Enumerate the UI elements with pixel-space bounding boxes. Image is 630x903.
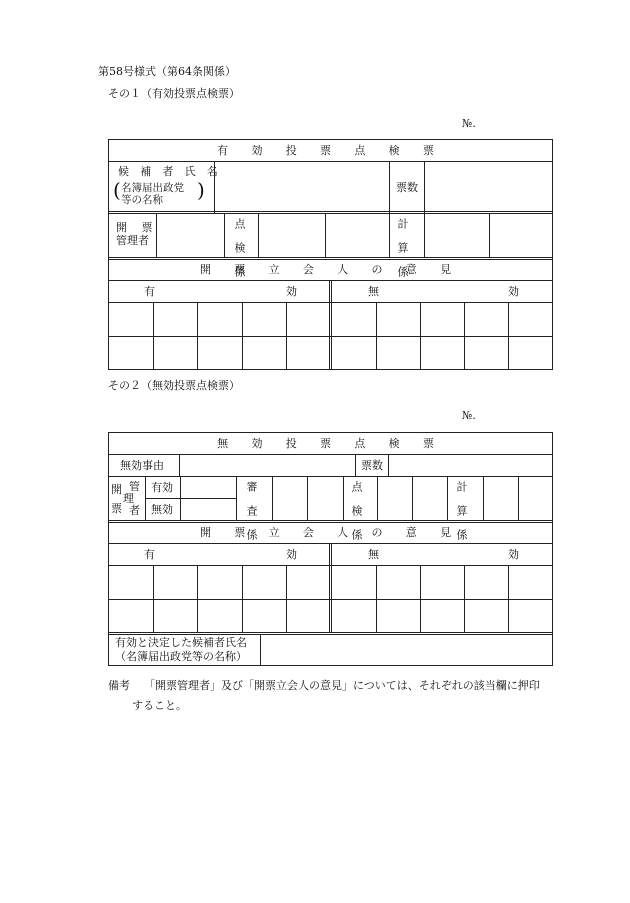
form2-checker-label: 点 検 係 — [350, 481, 363, 540]
form2-votes-label: 票数 — [361, 459, 383, 472]
form2-invalid-left: 無 — [368, 548, 379, 561]
form2-title: 無 効 投 票 点 検 票 — [217, 437, 444, 450]
part2-title: その２（無効投票点検票） — [108, 379, 240, 392]
form2-valid-label: 有効 — [151, 481, 173, 494]
form1-checker-label: 点 検 係 — [233, 218, 246, 277]
form2-opinion-title: 開 票 立 会 人 の 意 見 — [200, 526, 461, 539]
note-label: 備考 — [108, 679, 130, 692]
form2-invalid-label: 無効 — [151, 503, 173, 516]
form1-title: 有 効 投 票 点 検 票 — [217, 144, 444, 157]
form2-decided-label-2: （名簿届出政党等の名称） — [115, 650, 247, 663]
form2-manager-col1: 開 票 — [111, 483, 122, 515]
form1-valid-left: 有 — [144, 285, 155, 298]
form1-counter-label: 計 算 係 — [396, 218, 409, 277]
form2-decided-label-1: 有効と決定した候補者氏名 — [115, 636, 247, 649]
form2-valid-left: 有 — [144, 548, 155, 561]
form1-invalid-right: 効 — [508, 285, 519, 298]
form1-votes-label: 票数 — [396, 181, 418, 194]
form2-manager-col2-bot: 者 — [129, 504, 140, 517]
form2-reviewer-label: 審 査 係 — [245, 481, 258, 540]
candidate-sub-label: 名簿届出政党 等の名称 — [121, 182, 184, 207]
form2-counter-label: 計 算 係 — [455, 481, 468, 540]
note-line-2: すること。 — [132, 699, 187, 712]
form2-manager-col2-top: 管 — [129, 480, 140, 493]
part1-no-label: №. — [462, 117, 476, 130]
part2-no-label: №. — [462, 409, 476, 422]
form1-valid-right: 効 — [286, 285, 297, 298]
form2-valid-right: 効 — [286, 548, 297, 561]
part1-title: その１（有効投票点検票） — [108, 87, 240, 100]
form2-manager-col2-mid: 理 — [123, 492, 134, 505]
candidate-sub-bracket: ( — [113, 178, 121, 202]
note-line-1: 「開票管理者」及び「開票立会人の意見」については、それぞれの該当欄に押印 — [144, 679, 540, 692]
form2-invalid-right: 効 — [508, 548, 519, 561]
candidate-sub-bracket-close: ) — [197, 178, 205, 202]
form2-reason-label: 無効事由 — [120, 459, 164, 472]
form-title: 第58号様式（第64条関係） — [98, 65, 236, 78]
form1-opinion-title: 開 票 立 会 人 の 意 見 — [200, 263, 461, 276]
candidate-label: 候 補 者 氏 名 — [118, 165, 222, 178]
form1-manager-label: 開 票 管理者 — [116, 221, 153, 247]
form1-invalid-left: 無 — [368, 285, 379, 298]
